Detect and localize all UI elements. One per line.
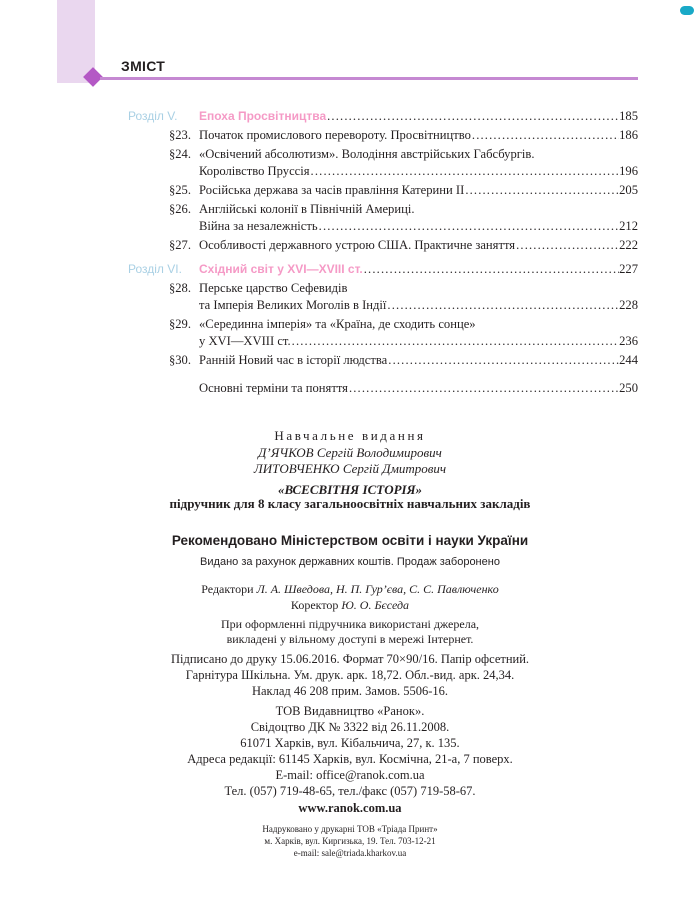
toc-entry-body xyxy=(199,127,638,144)
toc-page-number: 196 xyxy=(619,164,638,178)
editors-label: Редактори xyxy=(201,582,254,596)
book-subtitle: підручник для 8 класу загальноосвітніх навчальних закладів xyxy=(169,496,531,511)
editors xyxy=(0,582,700,597)
toc-page-number: 227 xyxy=(619,262,638,276)
toc-entry-title: та Імперія Великих Моголів в Індії xyxy=(199,298,387,312)
toc-paragraph-number: §23. xyxy=(168,128,191,142)
toc-entry-row xyxy=(128,316,638,350)
toc-page-number: 185 xyxy=(619,109,638,123)
toc-entry-body xyxy=(199,261,638,278)
toc-line xyxy=(199,182,638,199)
toc-leader-dots xyxy=(310,163,620,180)
author-1-names: Сергій Володимирович xyxy=(316,445,442,460)
print-details-line-1: Підписано до друку 15.06.2016. Формат 70×90/16. Папір офсетний. xyxy=(170,652,530,666)
toc-line xyxy=(199,237,638,254)
toc-leader-dots xyxy=(386,297,619,314)
toc-entry-title: Російська держава за часів правління Катерини ІІ xyxy=(199,183,465,197)
toc-section-title: Епоха Просвітництва xyxy=(199,109,327,123)
toc-entry-row xyxy=(128,182,638,199)
toc-page-number: 236 xyxy=(619,334,638,348)
toc-entry-row xyxy=(128,146,638,180)
sources-note-line-2: викладені у вільному доступі в мережі Інтернет. xyxy=(226,632,474,646)
toc-paragraph-number: §29. xyxy=(168,317,191,331)
toc-entry-row xyxy=(128,237,638,254)
corrector xyxy=(0,598,700,613)
sources-note-line-1: При оформленні підручника використані джерела, xyxy=(220,617,480,631)
book-title: «ВСЕСВІТНЯ ІСТОРІЯ» xyxy=(277,482,423,497)
toc-page-number: 244 xyxy=(619,353,638,367)
toc-page-number: 228 xyxy=(619,298,638,312)
toc-section-row xyxy=(128,261,638,278)
toc-entry-body xyxy=(199,146,638,180)
toc-entry-title: Англійські колонії в Північній Америці. xyxy=(199,202,415,216)
toc-leader-dots xyxy=(471,127,619,144)
toc-leader-dots xyxy=(291,333,619,350)
toc-entry-row xyxy=(128,127,638,144)
toc-entry-row xyxy=(128,201,638,235)
toc-line xyxy=(199,127,638,144)
toc-entry-row xyxy=(128,380,638,397)
publisher-line-1: ТОВ Видавництво «Ранок». xyxy=(275,704,425,718)
toc-entry-title: Війна за незалежність xyxy=(199,219,318,233)
author-1 xyxy=(0,445,700,461)
publisher-line-4: Адреса редакції: 61145 Харків, вул. Космічна, 21-а, 7 поверх. xyxy=(187,752,513,766)
toc-paragraph-number: §30. xyxy=(168,353,191,367)
toc-paragraph-number: §24. xyxy=(168,147,191,161)
toc-section-label: Розділ VI. xyxy=(128,262,182,276)
publisher-phones: Тел. (057) 719-48-65, тел./факс (057) 719-58-67. xyxy=(224,784,476,798)
publisher-email: E-mail: office@ranok.com.ua xyxy=(275,768,425,782)
publisher-website: www.ranok.com.ua xyxy=(298,801,402,815)
toc-leader-dots xyxy=(515,237,619,254)
toc-entry-body xyxy=(199,182,638,199)
toc-leader-dots xyxy=(464,182,619,199)
state-funds-note: Видано за рахунок державних коштів. Продаж заборонено xyxy=(200,556,500,568)
page-title: ЗМІСТ xyxy=(121,58,166,74)
toc-line xyxy=(199,297,638,314)
author-2-surname: ЛИТОВЧЕНКО xyxy=(253,461,340,476)
toc-entry-title: Особливості державного устрою США. Практичне заняття xyxy=(199,238,516,252)
toc-leader-dots xyxy=(348,380,619,397)
edition-type: Навчальне видання xyxy=(274,428,426,443)
toc-page-number: 212 xyxy=(619,219,638,233)
toc-entry-title: «Серединна імперія» та «Країна, де сходить сонце» xyxy=(199,317,476,331)
toc-entry-body xyxy=(199,352,638,369)
toc-leader-dots xyxy=(318,218,619,235)
author-1-surname: Д’ЯЧКОВ xyxy=(258,445,314,460)
corrector-label: Коректор xyxy=(290,598,339,612)
printer-line-3: e-mail: sale@triada.kharkov.ua xyxy=(293,848,407,858)
toc-entry-title: Основні терміни та поняття xyxy=(199,381,348,395)
printer-line-1: Надруковано у друкарні ТОВ «Тріада Принт» xyxy=(262,824,438,834)
toc-line xyxy=(199,333,638,350)
toc-entry-row xyxy=(128,280,638,314)
toc-page-number: 222 xyxy=(619,238,638,252)
toc-section-label: Розділ V. xyxy=(128,109,178,123)
print-details-line-3: Наклад 46 208 прим. Замов. 5506-16. xyxy=(251,684,449,698)
toc-entry-body xyxy=(199,380,638,397)
print-details-line-2: Гарнітура Шкільна. Ум. друк. арк. 18,72. Обл.-вид. арк. 24,34. xyxy=(185,668,515,682)
toc-entry-title: Початок промислового перевороту. Просвітництво xyxy=(199,128,471,142)
publisher-line-3: 61071 Харків, вул. Кібальчича, 27, к. 135. xyxy=(240,736,460,750)
toc-leader-dots xyxy=(387,352,619,369)
publisher-logo-icon xyxy=(680,6,694,15)
toc-page-number: 186 xyxy=(619,128,638,142)
toc-paragraph-number: §28. xyxy=(168,281,191,295)
editors-names: Л. А. Шведова, Н. П. Гур’єва, С. С. Павлюченко xyxy=(256,582,499,596)
toc-leader-dots xyxy=(363,261,619,278)
toc-entry-body xyxy=(199,237,638,254)
toc-paragraph-number: §27. xyxy=(168,238,191,252)
author-2-names: Сергій Дмитрович xyxy=(342,461,447,476)
toc-line xyxy=(199,218,638,235)
toc-section-title: Східний світ у XVI—XVIII ст. xyxy=(199,262,363,276)
header-rule xyxy=(100,77,638,80)
toc-entry-body xyxy=(199,108,638,125)
toc-entry-title: у XVI—XVIII ст. xyxy=(199,334,291,348)
toc-leader-dots xyxy=(326,108,619,125)
toc-line xyxy=(199,108,638,125)
corrector-name: Ю. О. Бєседа xyxy=(341,598,410,612)
toc-entry-body xyxy=(199,201,638,235)
toc-entry-body xyxy=(199,280,638,314)
toc-line xyxy=(199,380,638,397)
toc-entry-title: «Освічений абсолютизм». Володіння австрійських Габсбургів. xyxy=(199,147,535,161)
toc-entry-title: Королівство Пруссія xyxy=(199,164,310,178)
ministry-recommendation: Рекомендовано Міністерством освіти і науки України xyxy=(171,533,529,548)
author-2 xyxy=(0,461,700,477)
table-of-contents xyxy=(128,108,638,397)
printer-line-2: м. Харків, вул. Киргизька, 19. Тел. 703-12-21 xyxy=(264,836,436,846)
toc-section-row xyxy=(128,108,638,125)
toc-line xyxy=(199,352,638,369)
toc-paragraph-number: §25. xyxy=(168,183,191,197)
toc-page-number: 205 xyxy=(619,183,638,197)
toc-entry-title: Перське царство Сефевидів xyxy=(199,281,348,295)
toc-page-number: 250 xyxy=(619,381,638,395)
toc-paragraph-number: §26. xyxy=(168,202,191,216)
toc-line xyxy=(199,163,638,180)
toc-line xyxy=(199,261,638,278)
toc-entry-row xyxy=(128,352,638,369)
toc-entry-body xyxy=(199,316,638,350)
toc-entry-title: Ранній Новий час в історії людства xyxy=(199,353,388,367)
publisher-line-2: Свідоцтво ДК № 3322 від 26.11.2008. xyxy=(250,720,450,734)
